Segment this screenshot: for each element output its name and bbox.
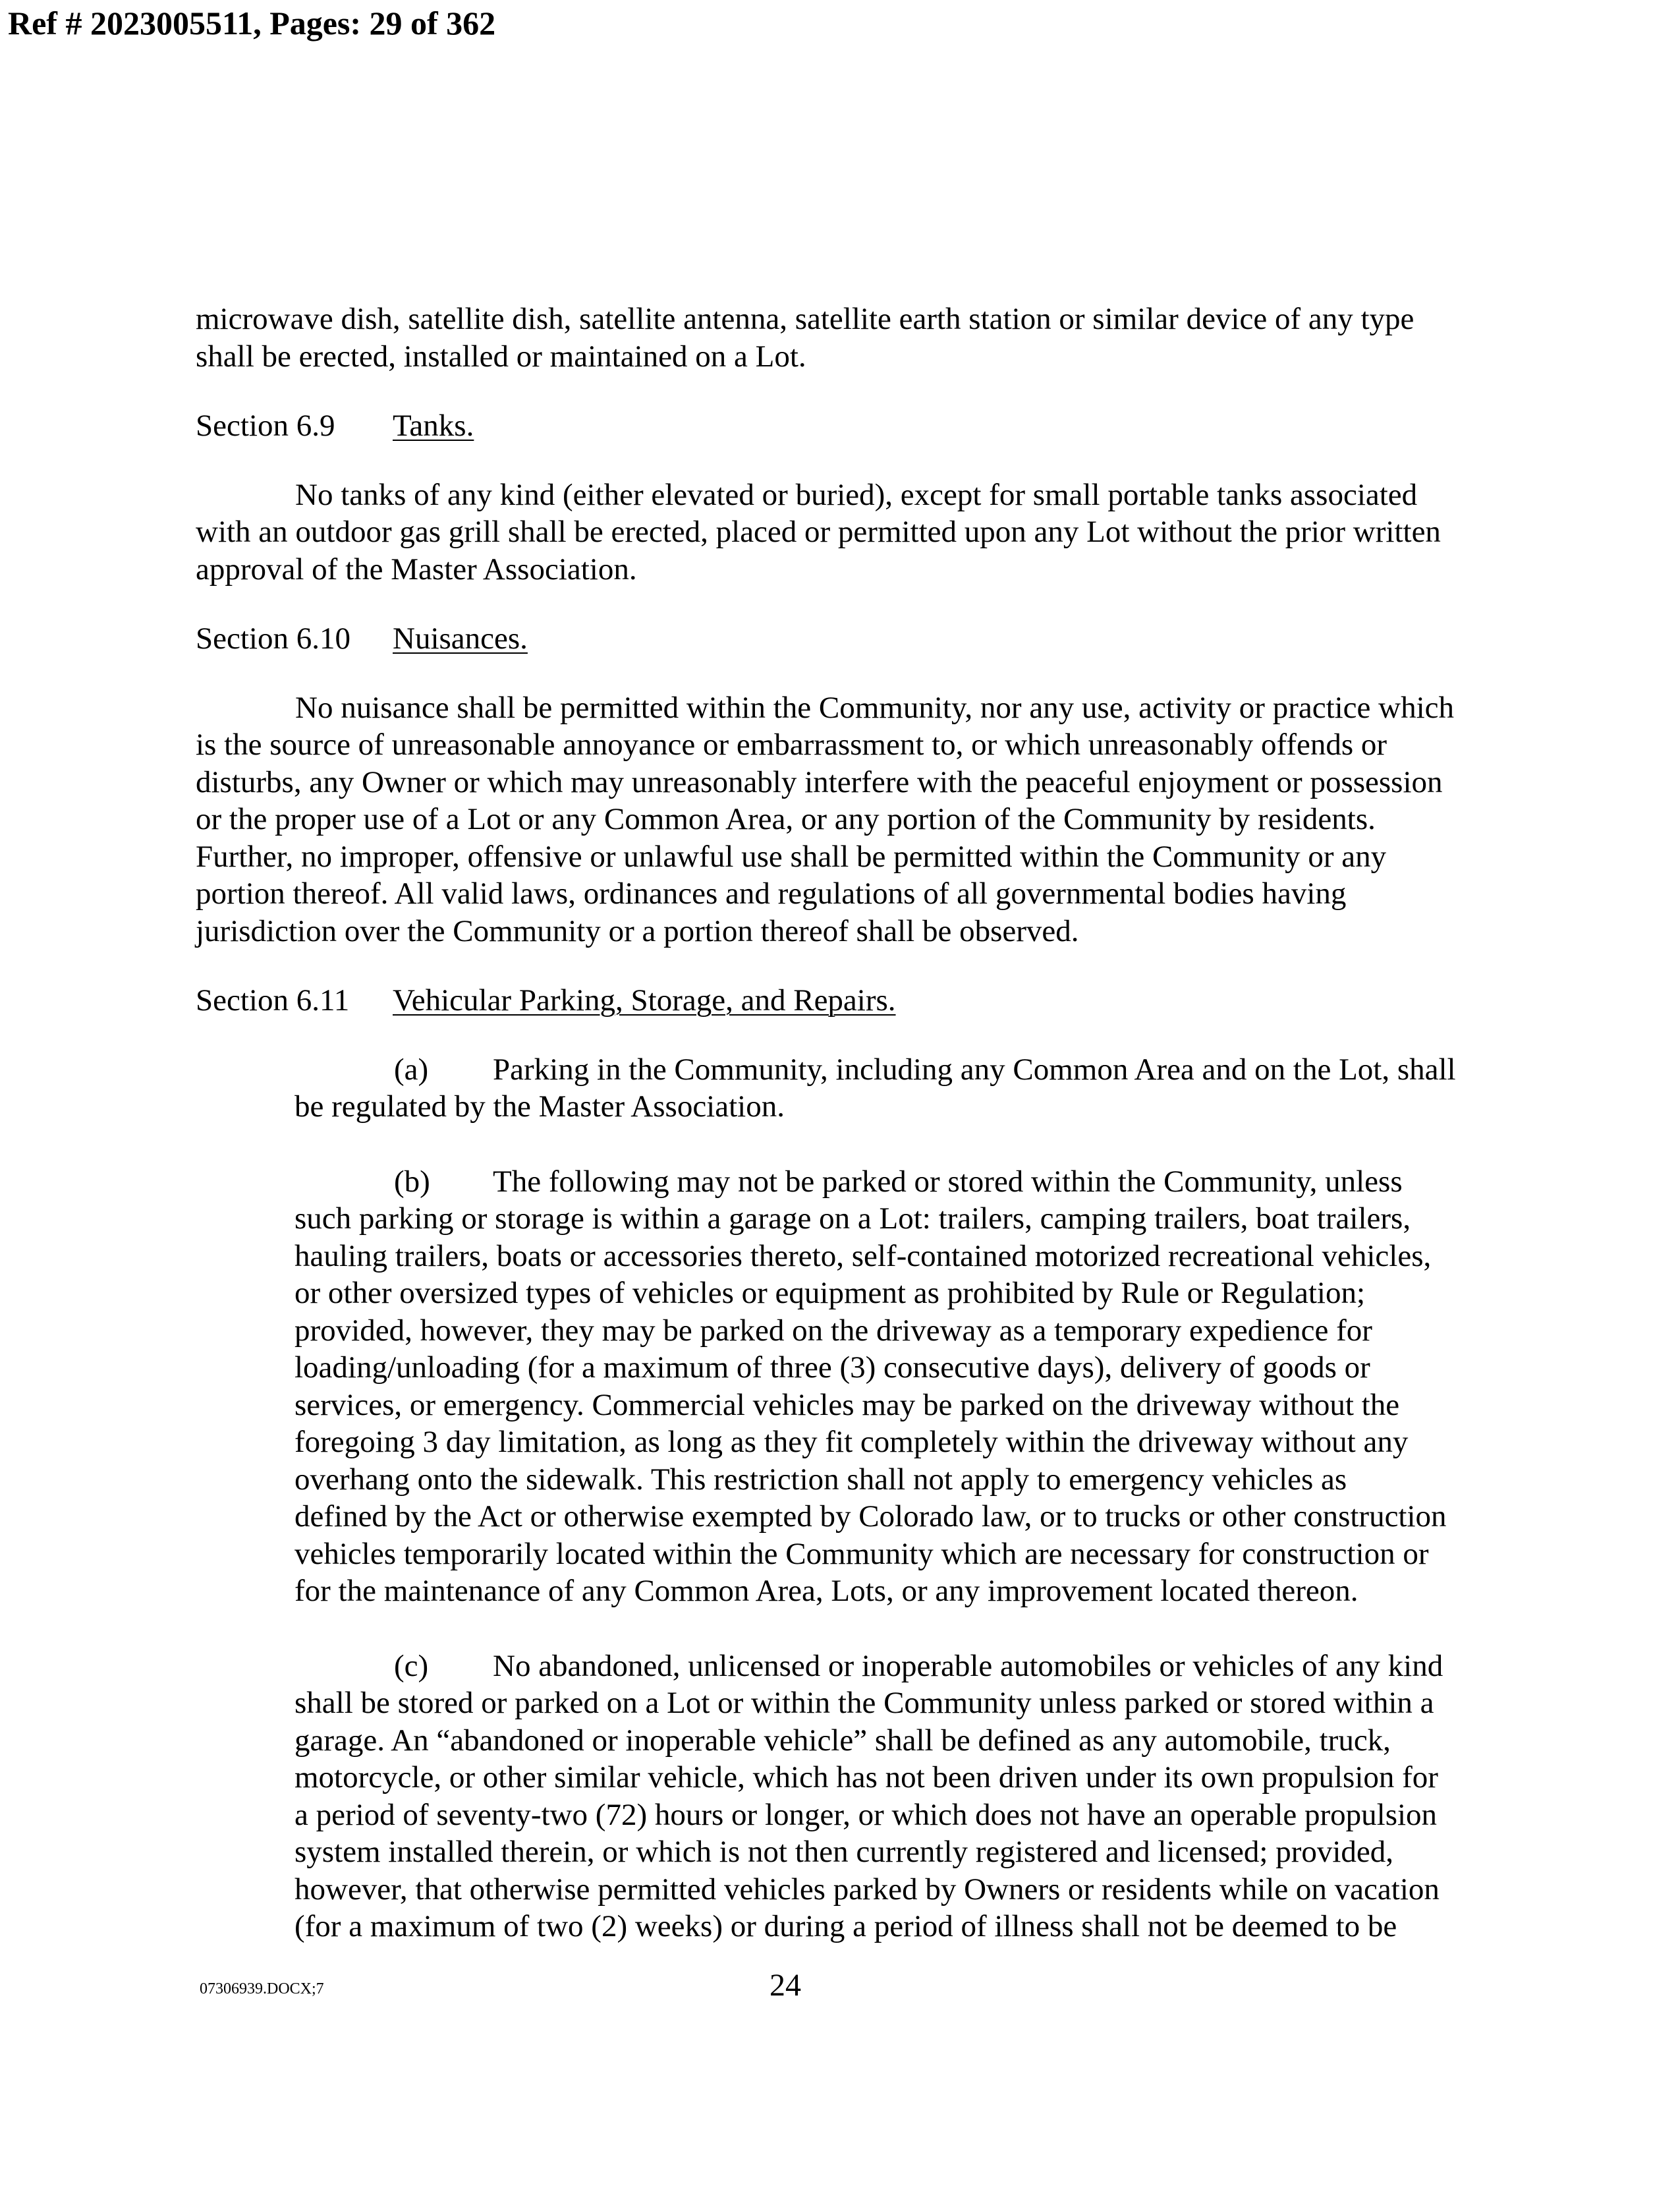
section-title: Vehicular Parking, Storage, and Repairs. [393,983,896,1018]
text-line: (for a maximum of two (2) weeks) or during a period of illness shall not be deemed to be [294,1909,1397,1943]
text-line-content: No abandoned, unlicensed or inoperable automobiles or vehicles of any kind [493,1648,1443,1683]
text-line: is the source of unreasonable annoyance or embarrassment to, or which unreasonably offends or [196,728,1387,762]
section-number: Section 6.10 [196,621,350,656]
section-title: Tanks. [393,409,474,443]
text-line: hauling trailers, boats or accessories thereto, self-contained motorized recreational vehicles, [294,1238,1432,1273]
text-line [294,1163,1538,1201]
continued-paragraph [196,301,1540,375]
text-line: overhang onto the sidewalk. This restriction shall not apply to emergency vehicles as [294,1462,1347,1497]
section-heading-6-9 [196,407,1540,445]
text-line: be regulated by the Master Association. [294,1089,785,1124]
subparagraph-a [294,1051,1538,1126]
text-line: motorcycle, or other similar vehicle, which has not been driven under its own propulsion for [294,1760,1438,1795]
text-line: No nuisance shall be permitted within the Community, nor any use, activity or practice which [295,690,1455,725]
section-title: Nuisances. [393,621,528,656]
text-line-content: The following may not be parked or stored within the Community, unless [493,1164,1403,1199]
text-line: shall be stored or parked on a Lot or within the Community unless parked or stored within a [294,1686,1434,1720]
text-line [294,1648,1538,1685]
text-line: garage. An “abandoned or inoperable vehicle” shall be defined as any automobile, truck, [294,1723,1391,1758]
section-6-10-paragraph [196,689,1540,950]
text-line-content: Parking in the Community, including any Common Area and on the Lot, shall [493,1052,1456,1087]
text-line: shall be erected, installed or maintained on a Lot. [196,339,806,374]
section-number: Section 6.9 [196,409,335,443]
text-line: approval of the Master Association. [196,552,637,587]
text-line: provided, however, they may be parked on the driveway as a temporary expedience for [294,1313,1372,1348]
recording-reference-header: Ref # 2023005511, Pages: 29 of 362 [8,5,496,42]
text-line: system installed therein, or which is not then currently registered and licensed; provided, [294,1835,1394,1869]
subparagraph-c [294,1648,1538,1945]
text-line: however, that otherwise permitted vehicles parked by Owners or residents while on vacation [294,1872,1440,1907]
text-line: jurisdiction over the Community or a portion thereof shall be observed. [196,913,1079,948]
document-body [196,301,1540,1983]
subparagraph-label: (b) [394,1164,430,1199]
text-line [294,1051,1538,1089]
text-line: services, or emergency. Commercial vehicles may be parked on the driveway without the [294,1387,1400,1422]
text-line: loading/unloading (for a maximum of three (3) consecutive days), delivery of goods or [294,1350,1370,1385]
text-line: defined by the Act or otherwise exempted by Colorado law, or to trucks or other construction [294,1499,1447,1534]
text-line: microwave dish, satellite dish, satellite antenna, satellite earth station or similar device of any type [196,302,1414,336]
text-line: such parking or storage is within a garage on a Lot: trailers, camping trailers, boat trailers, [294,1201,1411,1236]
subparagraph-label: (c) [394,1648,429,1683]
section-heading-6-11 [196,982,1540,1019]
section-number: Section 6.11 [196,983,350,1018]
document-code: 07306939.DOCX;7 [200,1980,324,1997]
section-heading-6-10 [196,620,1540,658]
subparagraph-label: (a) [394,1052,429,1087]
text-line: Further, no improper, offensive or unlawful use shall be permitted within the Community or any [196,839,1387,874]
text-line: for the maintenance of any Common Area, Lots, or any improvement located thereon. [294,1574,1358,1608]
text-line: or the proper use of a Lot or any Common Area, or any portion of the Community by residents. [196,802,1376,836]
text-line: disturbs, any Owner or which may unreasonably interfere with the peaceful enjoyment or possession [196,764,1443,799]
text-line: with an outdoor gas grill shall be erected, placed or permitted upon any Lot without the prior written [196,515,1441,549]
text-line: foregoing 3 day limitation, as long as they fit completely within the driveway without any [294,1425,1409,1459]
text-line: No tanks of any kind (either elevated or buried), except for small portable tanks associated [295,477,1418,512]
page-number: 24 [770,1968,801,2003]
section-6-9-paragraph [196,476,1540,589]
text-line: vehicles temporarily located within the Community which are necessary for construction or [294,1536,1429,1571]
text-line: a period of seventy-two (72) hours or longer, or which does not have an operable propulsion [294,1797,1438,1832]
text-line: or other oversized types of vehicles or equipment as prohibited by Rule or Regulation; [294,1276,1366,1310]
text-line: portion thereof. All valid laws, ordinances and regulations of all governmental bodies having [196,876,1347,911]
subparagraph-b [294,1163,1538,1610]
